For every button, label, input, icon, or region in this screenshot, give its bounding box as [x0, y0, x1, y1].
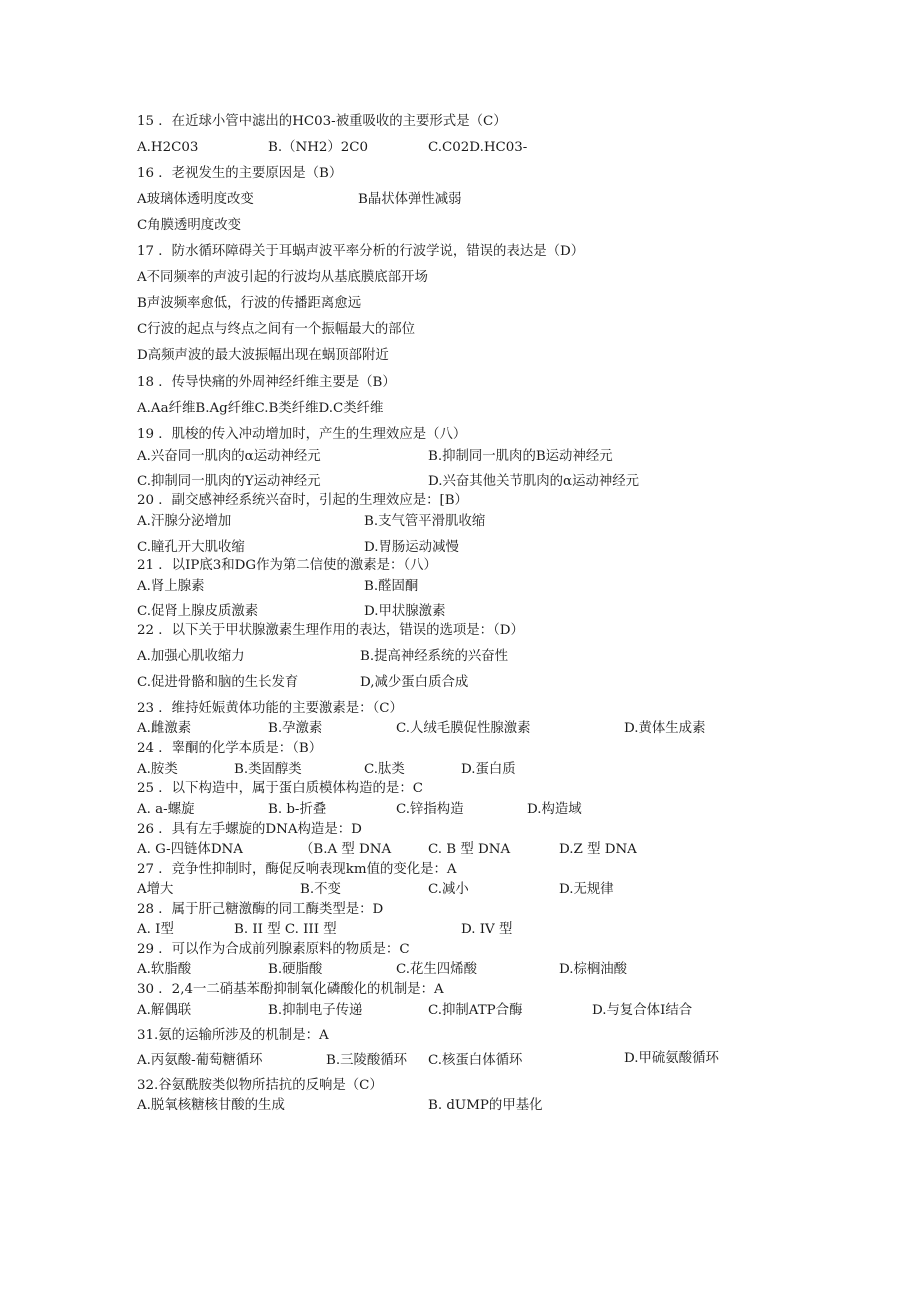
question-26-option-c: C. B 型 DNA [428, 842, 511, 857]
question-20-option-c: C.瞳孔开大肌收缩 [137, 540, 245, 555]
question-24-option-a: A.胺类 [137, 762, 178, 777]
question-20-option-a: A.汗腺分泌增加 [137, 514, 232, 529]
question-19-stem: 19 ．肌梭的传入冲动增加时，产生的生理效应是（八） [137, 427, 467, 442]
question-19-option-b: B.抑制同一肌肉的B运动神经元 [428, 449, 613, 464]
question-30-stem: 30 ．2,4一二硝基苯酚抑制氧化磷酸化的机制是：A [137, 982, 444, 997]
question-19-option-c: C.抑制同一肌肉的Y运动神经元 [137, 474, 321, 489]
question-28-option-bc: B. II 型 C. III 型 [234, 922, 337, 937]
question-16-option-c: C角膜透明度改变 [137, 218, 241, 233]
question-30-option-a: A.解偶联 [137, 1003, 192, 1018]
question-25-option-c: C.锌指构造 [396, 802, 464, 817]
question-32-option-a: A.脱氧核糖核甘酸的生成 [137, 1098, 285, 1113]
question-17-stem: 17 ．防水循环障碍关于耳蜗声波平率分析的行波学说，错误的表达是（D） [137, 244, 585, 259]
question-19-option-a: A.兴奋同一肌肉的α运动神经元 [137, 449, 321, 464]
question-17-option-b: B声波频率愈低，行波的传播距离愈远 [137, 296, 362, 311]
question-22-option-a: A.加强心肌收缩力 [137, 649, 245, 664]
question-27-option-a: A增大 [137, 882, 174, 897]
question-30-option-d: D.与复合体I结合 [592, 1003, 693, 1018]
question-31-option-d: D.甲硫氨酸循环 [624, 1051, 719, 1066]
question-21-stem: 21 ．以IP底3和DG作为第二信使的激素是：（八） [137, 558, 437, 573]
question-26-stem: 26 ．具有左手螺旋的DNA构造是：D [137, 822, 362, 837]
question-25-option-a: A. a-螺旋 [137, 802, 195, 817]
question-18-stem: 18 ．传导快痛的外周神经纤维主要是（B） [137, 375, 396, 390]
question-17-option-c: C行波的起点与终点之间有一个振幅最大的部位 [137, 322, 416, 337]
question-30-option-b: B.抑制电子传递 [268, 1003, 363, 1018]
question-21-option-b: B.醛固酮 [364, 579, 419, 594]
question-29-option-b: B.硬脂酸 [268, 962, 323, 977]
question-26-option-a: A. G-四链体DNA [137, 842, 243, 857]
question-21-option-c: C.促肾上腺皮质激素 [137, 604, 259, 619]
question-25-option-b: B. b-折叠 [268, 802, 327, 817]
question-22-option-c: C.促进骨骼和脑的生长发育 [137, 675, 299, 690]
question-27-option-c: C.减小 [428, 882, 469, 897]
question-20-stem: 20 ．副交感神经系统兴奋时，引起的生理效应是：[B） [137, 493, 468, 508]
question-15-option-c: C.C02D.HC03- [428, 140, 528, 155]
question-30-option-c: C.抑制ATP合酶 [428, 1003, 523, 1018]
question-29-stem: 29 ．可以作为合成前列腺素原料的物质是：C [137, 942, 410, 957]
question-31-stem: 31.氨的运输所涉及的机制是：A [137, 1028, 329, 1043]
question-26-option-d: D.Z 型 DNA [559, 842, 637, 857]
question-19-option-d: D.兴奋其他关节肌肉的α运动神经元 [428, 474, 640, 489]
question-29-option-a: A.软脂酸 [137, 962, 192, 977]
question-16-stem: 16 ．老视发生的主要原因是（B） [137, 166, 343, 181]
question-15-option-b: B.（NH2）2C0 [268, 140, 369, 155]
question-23-stem: 23 ．维持妊娠黄体功能的主要激素是：（C） [137, 701, 403, 716]
question-20-option-d: D.胃肠运动减慢 [364, 540, 459, 555]
question-15-stem: 15 ．在近球小管中滤出的HC03-被重吸收的主要形式是（C） [137, 114, 507, 129]
question-15-option-a: A.H2C03 [137, 140, 199, 155]
question-24-option-d: D.蛋白质 [461, 762, 516, 777]
question-18-options: A.Aa纤维B.Ag纤维C.B类纤维D.C类纤维 [137, 401, 384, 416]
question-21-option-a: A.肾上腺素 [137, 579, 205, 594]
question-23-option-a: A.雌激素 [137, 721, 192, 736]
question-16-option-b: B晶状体弹性减弱 [358, 192, 462, 207]
question-32-option-b: B. dUMP的甲基化 [428, 1098, 543, 1113]
question-29-option-c: C.花生四烯酸 [396, 962, 477, 977]
question-21-option-d: D.甲状腺激素 [364, 604, 446, 619]
question-23-option-c: C.人绒毛膜促性腺激素 [396, 721, 531, 736]
question-16-option-a: A玻璃体透明度改变 [137, 192, 254, 207]
question-17-option-a: A不同频率的声波引起的行波均从基底膜底部开场 [137, 270, 428, 285]
question-31-option-c: C.核蛋白体循环 [428, 1053, 523, 1068]
question-28-option-d: D. IV 型 [461, 922, 513, 937]
question-25-option-d: D.构造域 [527, 802, 582, 817]
question-25-stem: 25 ．以下构造中，属于蛋白质模体构造的是：C [137, 781, 423, 796]
question-23-option-b: B.孕激素 [268, 721, 323, 736]
question-24-option-c: C.肽类 [364, 762, 405, 777]
question-28-stem: 28 ．属于肝己糖激酶的同工酶类型是：D [137, 902, 384, 917]
question-27-stem: 27 ．竞争性抑制时，酶促反响表现km值的变化是：A [137, 862, 457, 877]
question-17-option-d: D高频声波的最大波振幅出现在蜗顶部附近 [137, 348, 389, 363]
question-22-option-d: D,减少蛋白质合成 [360, 675, 469, 690]
question-31-option-b: B.三陵酸循环 [326, 1053, 408, 1068]
question-22-option-b: B.提高神经系统的兴奋性 [360, 649, 509, 664]
question-23-option-d: D.黄体生成素 [624, 721, 706, 736]
question-32-stem: 32.谷氨酰胺类似物所拮抗的反响是（C） [137, 1078, 383, 1093]
question-20-option-b: B.支气管平滑肌收缩 [364, 514, 486, 529]
question-22-stem: 22 ．以下关于甲状腺激素生理作用的表达，错误的选项是：（D） [137, 623, 524, 638]
question-28-option-a: A. I型 [137, 922, 174, 937]
question-31-option-a: A.丙氨酸-葡萄糖循环 [137, 1053, 263, 1068]
question-27-option-b: B.不变 [300, 882, 341, 897]
question-27-option-d: D.无规律 [559, 882, 614, 897]
question-24-option-b: B.类固醇类 [234, 762, 302, 777]
question-29-option-d: D.棕榈油酸 [559, 962, 628, 977]
question-26-option-b: （B.A 型 DNA [300, 842, 392, 857]
question-24-stem: 24 ．睾酮的化学本质是：（B） [137, 741, 323, 756]
